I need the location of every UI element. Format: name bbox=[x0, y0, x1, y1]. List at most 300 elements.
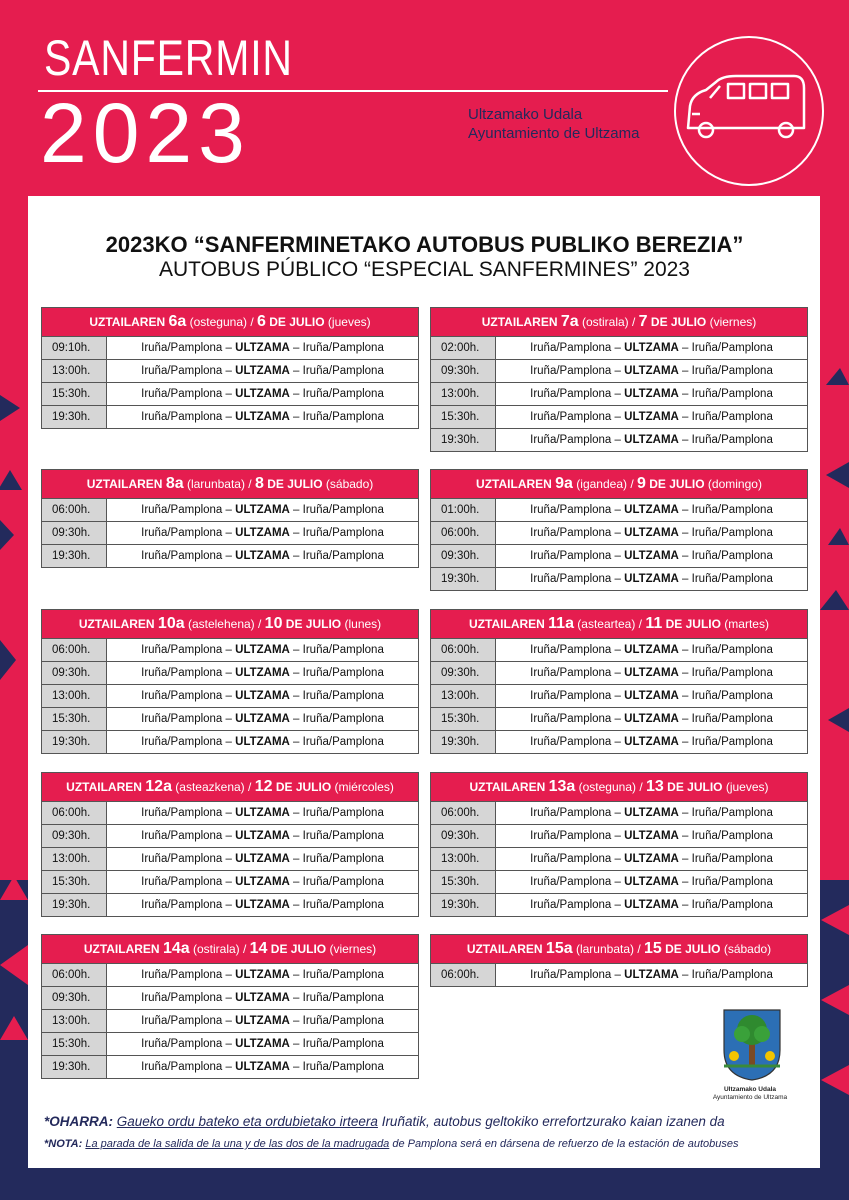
org-line-spanish: Ayuntamiento de Ultzama bbox=[468, 125, 640, 142]
route-destination: ULTZAMA bbox=[624, 527, 679, 539]
route-separator: – bbox=[289, 713, 303, 725]
date-basque-number: 11a bbox=[548, 615, 574, 632]
table-row bbox=[42, 382, 418, 405]
table-row bbox=[42, 1055, 418, 1078]
route-separator: – bbox=[222, 644, 236, 656]
route-return: Iruña/Pamplona bbox=[302, 667, 384, 679]
route-separator: – bbox=[289, 992, 303, 1004]
departure-time: 15:30h. bbox=[431, 406, 496, 428]
route-separator: – bbox=[222, 713, 236, 725]
date-spanish-month: DE JULIO bbox=[661, 942, 721, 956]
route-return: Iruña/Pamplona bbox=[691, 573, 773, 585]
route-separator: – bbox=[289, 690, 303, 702]
route-separator: – bbox=[611, 807, 625, 819]
route-description bbox=[496, 429, 807, 451]
route-separator: – bbox=[222, 876, 236, 888]
route-separator: – bbox=[611, 667, 625, 679]
route-separator: – bbox=[611, 876, 625, 888]
route-origin: Iruña/Pamplona bbox=[530, 899, 612, 911]
departure-time: 09:30h. bbox=[431, 662, 496, 684]
route-return: Iruña/Pamplona bbox=[691, 807, 773, 819]
date-spanish-month: DE JULIO bbox=[663, 780, 723, 794]
schedule-date-header bbox=[42, 609, 418, 639]
route-separator: – bbox=[678, 667, 692, 679]
route-destination: ULTZAMA bbox=[235, 853, 290, 865]
departure-time: 09:30h. bbox=[431, 825, 496, 847]
departure-time: 09:30h. bbox=[431, 360, 496, 382]
route-return: Iruña/Pamplona bbox=[302, 1015, 384, 1027]
route-return: Iruña/Pamplona bbox=[691, 411, 773, 423]
route-description bbox=[496, 802, 807, 824]
departure-time: 19:30h. bbox=[431, 568, 496, 590]
schedule-table bbox=[41, 609, 419, 754]
route-separator: – bbox=[222, 550, 236, 562]
route-destination: ULTZAMA bbox=[624, 644, 679, 656]
route-separator: – bbox=[611, 342, 625, 354]
schedule-date-header bbox=[431, 609, 807, 639]
date-spanish-number: 8 bbox=[254, 475, 264, 492]
route-description bbox=[496, 871, 807, 893]
route-description bbox=[496, 964, 807, 986]
route-destination: ULTZAMA bbox=[624, 830, 679, 842]
route-return: Iruña/Pamplona bbox=[691, 388, 773, 400]
departure-time: 06:00h. bbox=[431, 802, 496, 824]
departure-time: 15:30h. bbox=[431, 708, 496, 730]
route-description bbox=[107, 987, 418, 1009]
route-return: Iruña/Pamplona bbox=[691, 527, 773, 539]
route-separator: – bbox=[289, 736, 303, 748]
schedule-table bbox=[430, 934, 808, 987]
route-return: Iruña/Pamplona bbox=[302, 504, 384, 516]
route-separator: – bbox=[289, 504, 303, 516]
route-separator: – bbox=[222, 667, 236, 679]
route-return: Iruña/Pamplona bbox=[302, 713, 384, 725]
table-row bbox=[431, 870, 807, 893]
route-origin: Iruña/Pamplona bbox=[141, 504, 223, 516]
route-destination: ULTZAMA bbox=[624, 573, 679, 585]
org-line-basque: Ultzamako Udala bbox=[468, 106, 583, 123]
route-origin: Iruña/Pamplona bbox=[530, 573, 612, 585]
route-description bbox=[496, 406, 807, 428]
route-destination: ULTZAMA bbox=[624, 807, 679, 819]
table-row bbox=[42, 661, 418, 684]
route-origin: Iruña/Pamplona bbox=[141, 690, 223, 702]
route-origin: Iruña/Pamplona bbox=[530, 644, 612, 656]
route-description bbox=[496, 662, 807, 684]
route-separator: – bbox=[678, 690, 692, 702]
route-separator: – bbox=[678, 550, 692, 562]
route-return: Iruña/Pamplona bbox=[302, 342, 384, 354]
date-basque-prefix: UZTAILAREN bbox=[66, 780, 146, 794]
route-return: Iruña/Pamplona bbox=[302, 853, 384, 865]
route-destination: ULTZAMA bbox=[235, 807, 290, 819]
date-spanish-month: DE JULIO bbox=[647, 315, 707, 329]
route-description bbox=[107, 337, 418, 359]
date-basque-number: 6a bbox=[168, 313, 187, 330]
table-row bbox=[431, 707, 807, 730]
route-separator: – bbox=[222, 830, 236, 842]
route-description bbox=[107, 1056, 418, 1078]
route-return: Iruña/Pamplona bbox=[691, 667, 773, 679]
route-return: Iruña/Pamplona bbox=[302, 876, 384, 888]
route-origin: Iruña/Pamplona bbox=[530, 807, 612, 819]
departure-time: 19:30h. bbox=[42, 731, 107, 753]
coat-label-basque: Ultzamako Udala bbox=[723, 1086, 777, 1093]
route-return: Iruña/Pamplona bbox=[691, 853, 773, 865]
route-separator: – bbox=[222, 853, 236, 865]
route-description bbox=[496, 545, 807, 567]
route-separator: – bbox=[611, 527, 625, 539]
route-separator: – bbox=[289, 1015, 303, 1027]
route-return: Iruña/Pamplona bbox=[302, 830, 384, 842]
date-basque-prefix: UZTAILAREN bbox=[83, 942, 163, 956]
departure-time: 06:00h. bbox=[431, 639, 496, 661]
route-separator: – bbox=[678, 853, 692, 865]
route-separator: – bbox=[289, 807, 303, 819]
route-description bbox=[496, 568, 807, 590]
departure-time: 15:30h. bbox=[42, 708, 107, 730]
route-separator: – bbox=[678, 434, 692, 446]
departure-time: 19:30h. bbox=[431, 429, 496, 451]
table-row bbox=[42, 870, 418, 893]
route-origin: Iruña/Pamplona bbox=[141, 1015, 223, 1027]
route-separator: – bbox=[678, 504, 692, 516]
route-destination: ULTZAMA bbox=[235, 1038, 290, 1050]
route-separator: – bbox=[222, 527, 236, 539]
date-basque-prefix: UZTAILAREN bbox=[469, 617, 549, 631]
route-description bbox=[496, 499, 807, 521]
date-basque-weekday: (osteguna) / bbox=[575, 780, 647, 794]
date-basque-prefix: UZTAILAREN bbox=[86, 477, 166, 491]
schedule-date-header bbox=[431, 934, 807, 964]
departure-time: 06:00h. bbox=[42, 499, 107, 521]
table-row bbox=[431, 382, 807, 405]
date-spanish-month: DE JULIO bbox=[282, 617, 342, 631]
coat-of-arms-icon bbox=[720, 1006, 784, 1082]
route-separator: – bbox=[222, 807, 236, 819]
departure-time: 13:00h. bbox=[431, 685, 496, 707]
route-separator: – bbox=[289, 876, 303, 888]
route-separator: – bbox=[289, 899, 303, 911]
route-return: Iruña/Pamplona bbox=[302, 365, 384, 377]
route-separator: – bbox=[289, 342, 303, 354]
route-origin: Iruña/Pamplona bbox=[530, 853, 612, 865]
route-description bbox=[107, 964, 418, 986]
route-origin: Iruña/Pamplona bbox=[141, 713, 223, 725]
date-spanish-number: 13 bbox=[646, 778, 664, 795]
route-separator: – bbox=[222, 365, 236, 377]
route-separator: – bbox=[678, 573, 692, 585]
route-description bbox=[107, 522, 418, 544]
route-destination: ULTZAMA bbox=[624, 667, 679, 679]
route-separator: – bbox=[222, 1038, 236, 1050]
route-origin: Iruña/Pamplona bbox=[530, 411, 612, 423]
note-basque bbox=[44, 1114, 725, 1129]
schedule-table bbox=[41, 772, 419, 917]
route-description bbox=[107, 383, 418, 405]
route-origin: Iruña/Pamplona bbox=[530, 365, 612, 377]
minibus-icon bbox=[676, 38, 822, 184]
route-description bbox=[496, 708, 807, 730]
route-return: Iruña/Pamplona bbox=[691, 876, 773, 888]
route-separator: – bbox=[289, 550, 303, 562]
route-destination: ULTZAMA bbox=[235, 713, 290, 725]
table-row bbox=[42, 824, 418, 847]
route-return: Iruña/Pamplona bbox=[691, 899, 773, 911]
table-row bbox=[42, 639, 418, 661]
route-origin: Iruña/Pamplona bbox=[141, 992, 223, 1004]
route-origin: Iruña/Pamplona bbox=[141, 830, 223, 842]
date-spanish-number: 12 bbox=[254, 778, 273, 795]
route-return: Iruña/Pamplona bbox=[302, 736, 384, 748]
route-description bbox=[107, 685, 418, 707]
route-description bbox=[107, 499, 418, 521]
schedule-table bbox=[41, 934, 419, 1079]
route-origin: Iruña/Pamplona bbox=[141, 342, 223, 354]
date-spanish-weekday: (viernes) bbox=[706, 315, 757, 329]
departure-time: 13:00h. bbox=[42, 360, 107, 382]
date-spanish-weekday: (martes) bbox=[720, 617, 769, 631]
route-separator: – bbox=[222, 899, 236, 911]
route-description bbox=[496, 825, 807, 847]
date-spanish-number: 11 bbox=[645, 615, 663, 632]
schedule-date-header bbox=[42, 772, 418, 802]
date-basque-number: 14a bbox=[162, 940, 190, 957]
route-return: Iruña/Pamplona bbox=[691, 690, 773, 702]
route-description bbox=[107, 708, 418, 730]
route-separator: – bbox=[289, 1061, 303, 1073]
route-separator: – bbox=[678, 365, 692, 377]
table-row bbox=[431, 359, 807, 382]
date-spanish-month: DE JULIO bbox=[267, 942, 327, 956]
route-separator: – bbox=[611, 573, 625, 585]
departure-time: 01:00h. bbox=[431, 499, 496, 521]
route-origin: Iruña/Pamplona bbox=[141, 1038, 223, 1050]
table-row bbox=[431, 824, 807, 847]
table-row bbox=[42, 684, 418, 707]
route-return: Iruña/Pamplona bbox=[302, 527, 384, 539]
route-separator: – bbox=[289, 527, 303, 539]
route-destination: ULTZAMA bbox=[235, 992, 290, 1004]
schedule-table bbox=[430, 469, 808, 591]
route-origin: Iruña/Pamplona bbox=[530, 504, 612, 516]
route-separator: – bbox=[222, 736, 236, 748]
route-description bbox=[107, 360, 418, 382]
schedule-table bbox=[41, 307, 419, 429]
route-return: Iruña/Pamplona bbox=[691, 365, 773, 377]
departure-time: 13:00h. bbox=[42, 685, 107, 707]
schedule-date-header bbox=[431, 307, 807, 337]
schedule-date-header bbox=[42, 934, 418, 964]
route-description bbox=[496, 639, 807, 661]
route-destination: ULTZAMA bbox=[624, 550, 679, 562]
route-origin: Iruña/Pamplona bbox=[141, 969, 223, 981]
table-row bbox=[42, 521, 418, 544]
table-row bbox=[431, 847, 807, 870]
date-basque-weekday: (asteazkena) / bbox=[171, 780, 255, 794]
date-spanish-month: DE JULIO bbox=[265, 315, 325, 329]
table-row bbox=[42, 730, 418, 753]
date-spanish-weekday: (sábado) bbox=[720, 942, 772, 956]
route-separator: – bbox=[222, 411, 236, 423]
route-separator: – bbox=[289, 388, 303, 400]
route-origin: Iruña/Pamplona bbox=[530, 550, 612, 562]
date-spanish-weekday: (sábado) bbox=[322, 477, 374, 491]
route-separator: – bbox=[611, 899, 625, 911]
table-row bbox=[431, 428, 807, 451]
route-origin: Iruña/Pamplona bbox=[530, 830, 612, 842]
departure-time: 06:00h. bbox=[431, 522, 496, 544]
schedule-date-header bbox=[42, 307, 418, 337]
route-separator: – bbox=[678, 876, 692, 888]
schedule-table bbox=[430, 772, 808, 917]
route-separator: – bbox=[289, 644, 303, 656]
date-basque-number: 7a bbox=[560, 313, 579, 330]
table-row bbox=[431, 567, 807, 590]
route-separator: – bbox=[222, 1061, 236, 1073]
route-destination: ULTZAMA bbox=[624, 388, 679, 400]
route-description bbox=[496, 848, 807, 870]
route-separator: – bbox=[678, 342, 692, 354]
table-row bbox=[42, 964, 418, 986]
route-origin: Iruña/Pamplona bbox=[530, 434, 612, 446]
date-spanish-month: DE JULIO bbox=[272, 780, 332, 794]
date-spanish-month: DE JULIO bbox=[662, 617, 721, 631]
departure-time: 09:30h. bbox=[42, 522, 107, 544]
route-destination: ULTZAMA bbox=[624, 899, 679, 911]
route-return: Iruña/Pamplona bbox=[302, 644, 384, 656]
departure-time: 06:00h. bbox=[42, 964, 107, 986]
date-basque-weekday: (larunbata) / bbox=[183, 477, 255, 491]
route-separator: – bbox=[222, 992, 236, 1004]
route-description bbox=[496, 383, 807, 405]
table-row bbox=[42, 337, 418, 359]
date-spanish-number: 6 bbox=[257, 313, 266, 330]
table-row bbox=[431, 730, 807, 753]
route-separator: – bbox=[222, 388, 236, 400]
departure-time: 09:30h. bbox=[42, 987, 107, 1009]
route-separator: – bbox=[222, 1015, 236, 1027]
route-separator: – bbox=[678, 411, 692, 423]
departure-time: 15:30h. bbox=[42, 871, 107, 893]
organization-name bbox=[468, 105, 639, 143]
route-return: Iruña/Pamplona bbox=[691, 969, 773, 981]
schedule-table bbox=[430, 307, 808, 452]
route-separator: – bbox=[678, 644, 692, 656]
route-origin: Iruña/Pamplona bbox=[141, 667, 223, 679]
date-basque-weekday: (astelehena) / bbox=[184, 617, 265, 631]
route-description bbox=[107, 848, 418, 870]
date-spanish-weekday: (jueves) bbox=[324, 315, 371, 329]
route-destination: ULTZAMA bbox=[235, 1015, 290, 1027]
route-destination: ULTZAMA bbox=[624, 342, 679, 354]
route-separator: – bbox=[678, 899, 692, 911]
title-spanish: AUTOBUS PÚBLICO “ESPECIAL SANFERMINES” 2023 bbox=[159, 258, 690, 281]
route-return: Iruña/Pamplona bbox=[302, 388, 384, 400]
route-separator: – bbox=[289, 411, 303, 423]
departure-time: 13:00h. bbox=[431, 848, 496, 870]
table-row bbox=[42, 1032, 418, 1055]
date-basque-weekday: (ostirala) / bbox=[578, 315, 639, 329]
departure-time: 13:00h. bbox=[42, 1010, 107, 1032]
table-row bbox=[431, 405, 807, 428]
route-origin: Iruña/Pamplona bbox=[141, 550, 223, 562]
route-return: Iruña/Pamplona bbox=[302, 1038, 384, 1050]
route-description bbox=[107, 802, 418, 824]
date-basque-prefix: UZTAILAREN bbox=[469, 780, 549, 794]
route-separator: – bbox=[678, 830, 692, 842]
route-return: Iruña/Pamplona bbox=[302, 969, 384, 981]
departure-time: 02:00h. bbox=[431, 337, 496, 359]
table-row bbox=[42, 707, 418, 730]
route-destination: ULTZAMA bbox=[235, 411, 290, 423]
departure-time: 15:30h. bbox=[42, 1033, 107, 1055]
route-separator: – bbox=[222, 969, 236, 981]
route-origin: Iruña/Pamplona bbox=[141, 853, 223, 865]
route-separator: – bbox=[289, 830, 303, 842]
date-basque-weekday: (osteguna) / bbox=[186, 315, 257, 329]
route-return: Iruña/Pamplona bbox=[691, 644, 773, 656]
route-separator: – bbox=[289, 969, 303, 981]
route-destination: ULTZAMA bbox=[624, 736, 679, 748]
date-spanish-number: 9 bbox=[637, 475, 646, 492]
table-row bbox=[42, 544, 418, 567]
bus-badge bbox=[674, 36, 824, 186]
note-basque-rest: Iruñatik, autobus geltokiko errefortzurako kaian izanen da bbox=[377, 1114, 725, 1129]
schedule-table bbox=[430, 609, 808, 754]
date-spanish-weekday: (lunes) bbox=[341, 617, 382, 631]
table-row bbox=[42, 802, 418, 824]
route-origin: Iruña/Pamplona bbox=[141, 388, 223, 400]
route-separator: – bbox=[289, 365, 303, 377]
date-basque-number: 12a bbox=[145, 778, 172, 795]
route-destination: ULTZAMA bbox=[235, 644, 290, 656]
route-return: Iruña/Pamplona bbox=[691, 713, 773, 725]
route-separator: – bbox=[611, 388, 625, 400]
route-description bbox=[496, 731, 807, 753]
route-description bbox=[107, 871, 418, 893]
route-destination: ULTZAMA bbox=[235, 969, 290, 981]
table-row bbox=[431, 802, 807, 824]
table-row bbox=[431, 661, 807, 684]
route-destination: ULTZAMA bbox=[235, 736, 290, 748]
date-basque-weekday: (igandea) / bbox=[572, 477, 637, 491]
route-destination: ULTZAMA bbox=[235, 342, 290, 354]
route-description bbox=[107, 894, 418, 916]
route-origin: Iruña/Pamplona bbox=[141, 1061, 223, 1073]
table-row bbox=[431, 521, 807, 544]
date-spanish-number: 7 bbox=[638, 313, 648, 330]
table-row bbox=[42, 1009, 418, 1032]
schedule-table bbox=[41, 469, 419, 568]
route-separator: – bbox=[611, 713, 625, 725]
route-description bbox=[107, 825, 418, 847]
table-row bbox=[42, 893, 418, 916]
table-row bbox=[431, 684, 807, 707]
table-row bbox=[431, 544, 807, 567]
route-description bbox=[496, 360, 807, 382]
route-separator: – bbox=[678, 388, 692, 400]
route-destination: ULTZAMA bbox=[235, 504, 290, 516]
route-separator: – bbox=[611, 550, 625, 562]
route-description bbox=[496, 894, 807, 916]
date-spanish-number: 10 bbox=[264, 615, 283, 632]
route-description bbox=[107, 545, 418, 567]
route-origin: Iruña/Pamplona bbox=[141, 365, 223, 377]
date-basque-weekday: (ostirala) / bbox=[189, 942, 250, 956]
date-basque-weekday: (larunbata) / bbox=[572, 942, 644, 956]
route-destination: ULTZAMA bbox=[235, 550, 290, 562]
